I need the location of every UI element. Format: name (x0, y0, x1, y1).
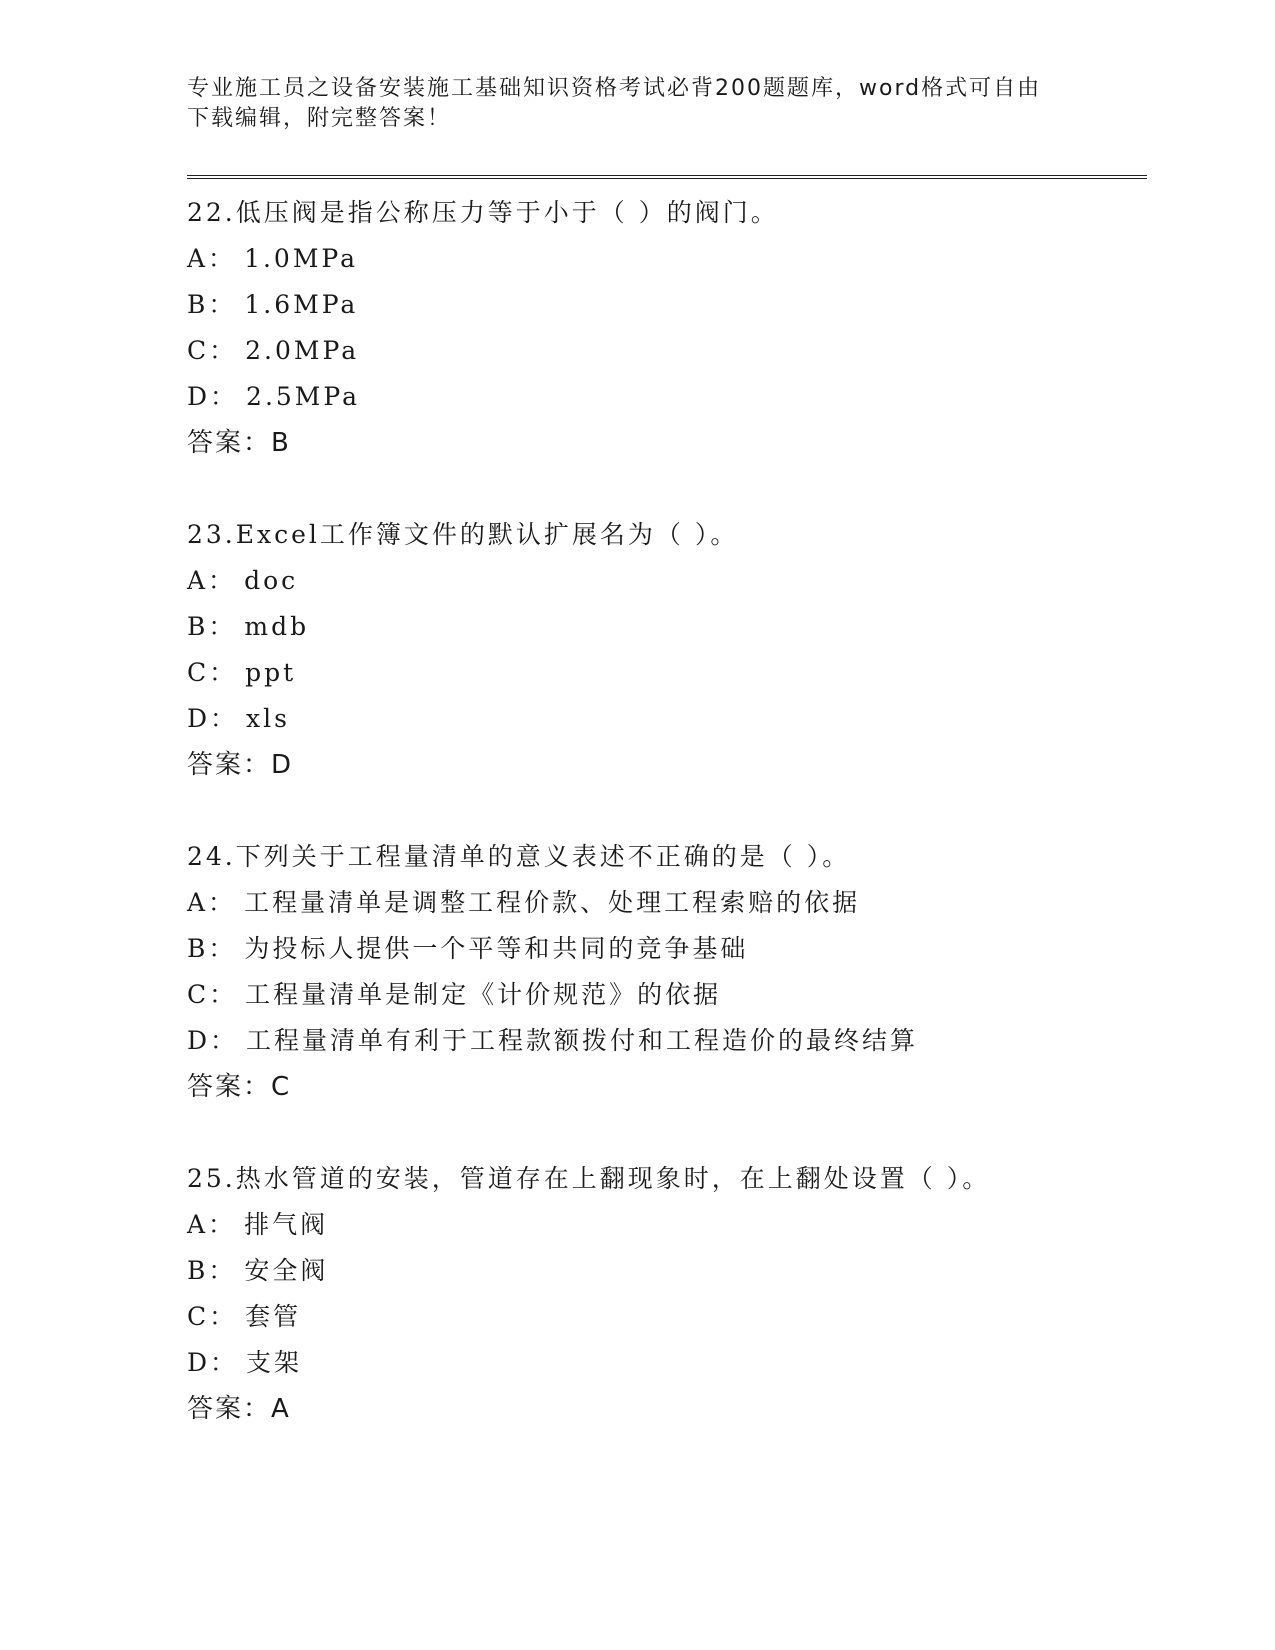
document-header (187, 74, 1067, 134)
header-double-rule (187, 175, 1147, 179)
option-c (187, 650, 1147, 696)
option-key: A： (187, 888, 237, 917)
option-key: D： (187, 704, 239, 733)
option-a (187, 558, 1147, 604)
answer-line: 答案：D (187, 750, 294, 780)
question-stem: 24.下列关于工程量清单的意义表述不正确的是（ ）。 (187, 842, 851, 871)
option-text: 工程量清单是调整工程价款、处理工程索赔的依据 (244, 888, 861, 917)
question-stem: 25.热水管道的安装，管道存在上翻现象时，在上翻处设置（ ）。 (187, 1164, 991, 1193)
option-b (187, 1248, 1147, 1294)
answer-line: 答案：C (187, 1072, 292, 1102)
option-text: 2.5MPa (246, 382, 361, 411)
option-key: D： (187, 1348, 239, 1377)
option-text: 安全阀 (244, 1256, 329, 1285)
option-text: ppt (245, 658, 297, 687)
option-key: C： (187, 336, 238, 365)
option-b (187, 282, 1147, 328)
option-a (187, 1202, 1147, 1248)
option-text: mdb (244, 612, 310, 641)
header-line-2: 下载编辑，附完整答案！ (187, 106, 452, 131)
option-c (187, 328, 1147, 374)
header-line-1: 专业施工员之设备安装施工基础知识资格考试必背200题题库，word格式可自由 (187, 76, 1042, 101)
option-key: C： (187, 1302, 238, 1331)
option-text: 排气阀 (244, 1210, 329, 1239)
answer-line: 答案：B (187, 428, 291, 458)
option-key: C： (187, 980, 238, 1009)
option-key: B： (187, 1256, 237, 1285)
answer-line: 答案：A (187, 1394, 291, 1424)
option-d (187, 1018, 1147, 1064)
option-b (187, 926, 1147, 972)
option-text: 1.6MPa (244, 290, 359, 319)
option-d (187, 696, 1147, 742)
option-d (187, 374, 1147, 420)
question-24 (187, 834, 1147, 1110)
option-key: C： (187, 658, 238, 687)
option-b (187, 604, 1147, 650)
question-22 (187, 190, 1147, 466)
option-a (187, 880, 1147, 926)
option-a (187, 236, 1147, 282)
option-text: xls (246, 704, 290, 733)
option-key: A： (187, 1210, 237, 1239)
option-text: doc (244, 566, 299, 595)
option-text: 支架 (246, 1348, 303, 1377)
option-key: B： (187, 290, 237, 319)
option-d (187, 1340, 1147, 1386)
option-text: 套管 (245, 1302, 302, 1331)
question-stem: 22.低压阀是指公称压力等于小于（ ）的阀门。 (187, 198, 779, 227)
option-key: D： (187, 382, 239, 411)
option-text: 工程量清单有利于工程款额拨付和工程造价的最终结算 (246, 1026, 919, 1055)
option-c (187, 972, 1147, 1018)
option-text: 1.0MPa (244, 244, 359, 273)
option-key: D： (187, 1026, 239, 1055)
question-23 (187, 512, 1147, 788)
question-25 (187, 1156, 1147, 1432)
option-c (187, 1294, 1147, 1340)
option-text: 2.0MPa (245, 336, 360, 365)
question-list (187, 190, 1147, 1478)
option-key: A： (187, 244, 237, 273)
option-key: B： (187, 612, 237, 641)
option-text: 工程量清单是制定《计价规范》的依据 (245, 980, 722, 1009)
option-key: B： (187, 934, 237, 963)
option-key: A： (187, 566, 237, 595)
option-text: 为投标人提供一个平等和共同的竞争基础 (244, 934, 749, 963)
question-stem: 23.Excel工作簿文件的默认扩展名为（ ）。 (187, 520, 739, 549)
